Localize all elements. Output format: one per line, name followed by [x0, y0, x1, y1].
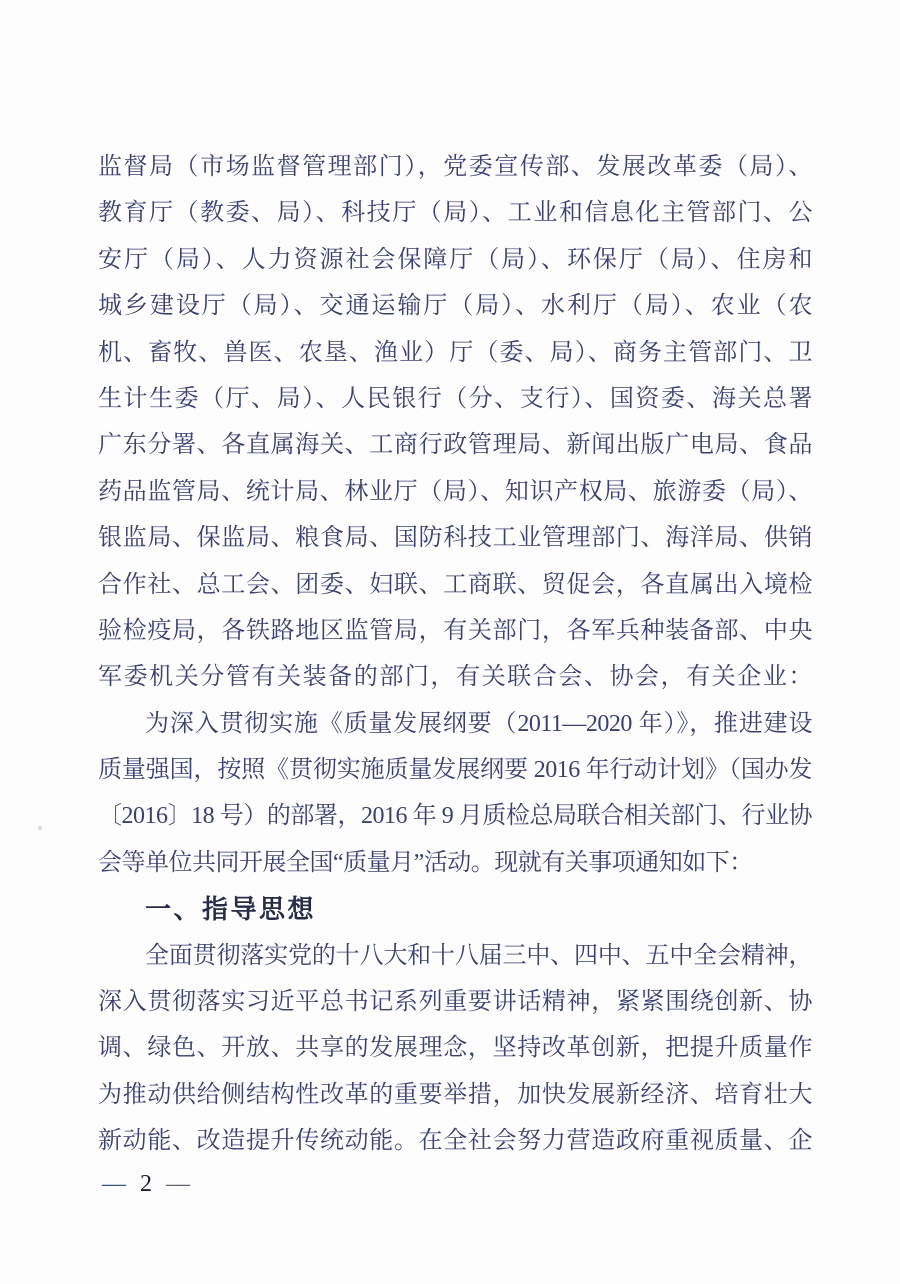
body-line: 广东分署、各直属海关、工商行政管理局、新闻出版广电局、食品	[98, 432, 812, 459]
body-line: 质量强国，按照《贯彻实施质量发展纲要 2016 年行动计划》（国办发	[98, 757, 812, 784]
body-line: 生计生委（厅、局）、人民银行（分、支行）、国资委、海关总署	[98, 385, 812, 412]
body-line: 城乡建设厅（局）、交通运输厅（局）、水利厅（局）、农业（农	[98, 293, 812, 320]
body-line: 会等单位共同开展全国“质量月”活动。现就有关事项通知如下：	[98, 849, 753, 876]
body-line: 监督局（市场监督管理部门），党委宣传部、发展改革委（局）、	[98, 154, 812, 180]
section-heading: 一、指导思想	[145, 894, 317, 925]
body-line: 安厅（局）、人力资源社会保障厅（局）、环保厅（局）、住房和	[98, 246, 812, 273]
page-number-footer	[102, 1168, 190, 1200]
scan-artifact-speck	[38, 826, 42, 830]
body-line: 教育厅（教委、局）、科技厅（局）、工业和信息化主管部门、公	[98, 200, 812, 227]
body-line: 机、畜牧、兽医、农垦、渔业）厅（委、局）、商务主管部门、卫	[98, 339, 812, 366]
footer-page-number: 2	[140, 1170, 152, 1197]
footer-dash-right: —	[166, 1170, 190, 1197]
body-line: 全面贯彻落实党的十八大和十八届三中、四中、五中全会精神，	[145, 942, 812, 969]
footer-dash-left: —	[102, 1170, 126, 1197]
document-body	[98, 144, 812, 1165]
body-line: 合作社、总工会、团委、妇联、工商联、贸促会，各直属出入境检	[98, 571, 812, 598]
body-line: 银监局、保监局、粮食局、国防科技工业管理部门、海洋局、供销	[98, 525, 812, 552]
body-line: 为深入贯彻实施《质量发展纲要（2011—2020 年）》，推进建设	[145, 710, 812, 737]
body-line: 验检疫局，各铁路地区监管局，有关部门，各军兵种装备部、中央	[98, 617, 812, 644]
body-line: 〔2016〕18 号）的部署，2016 年 9 月质检总局联合相关部门、行业协	[98, 803, 812, 830]
body-line: 军委机关分管有关装备的部门，有关联合会、协会，有关企业：	[98, 664, 812, 691]
body-line: 新动能、改造提升传统动能。在全社会努力营造政府重视质量、企	[98, 1128, 812, 1155]
body-line: 深入贯彻落实习近平总书记系列重要讲话精神，紧紧围绕创新、协	[98, 989, 812, 1016]
body-line: 药品监管局、统计局、林业厅（局）、知识产权局、旅游委（局）、	[98, 478, 812, 505]
body-line: 为推动供给侧结构性改革的重要举措，加快发展新经济、培育壮大	[98, 1081, 812, 1108]
body-line: 调、绿色、开放、共享的发展理念，坚持改革创新，把提升质量作	[98, 1035, 812, 1062]
